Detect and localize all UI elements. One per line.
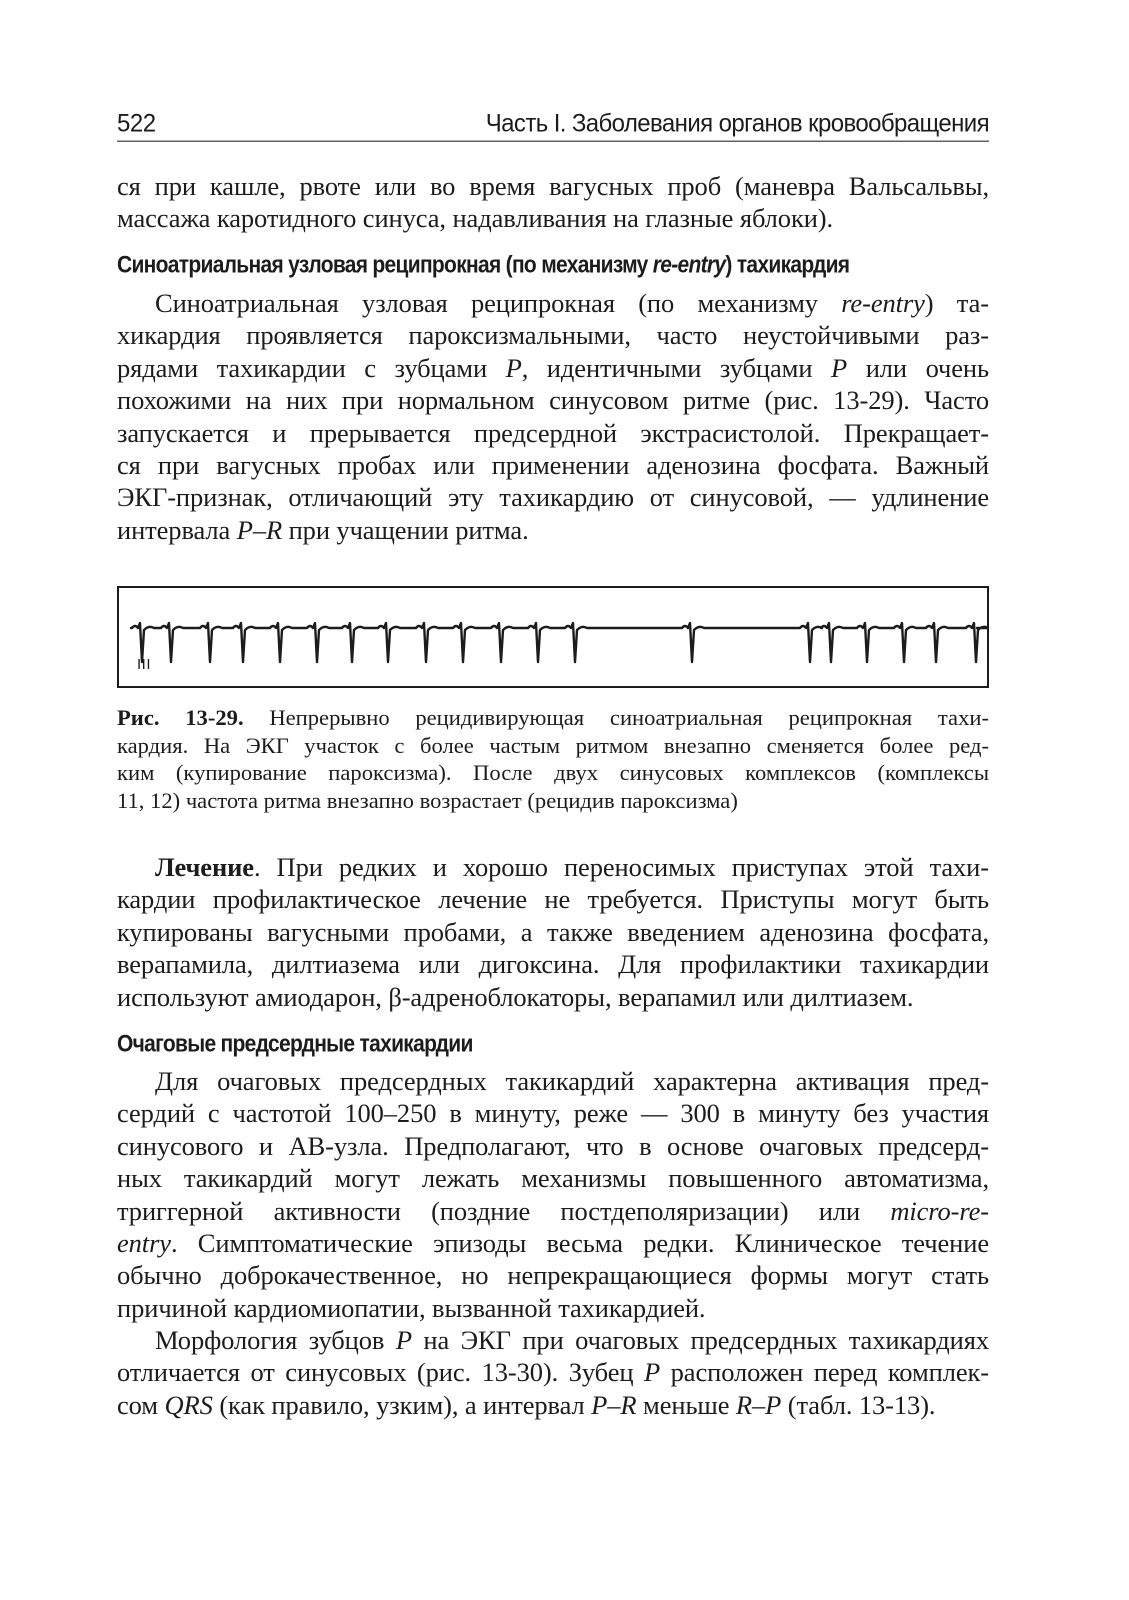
- text-line: запускается и прерывается предсердной экстрасистолой. Прекращает-: [117, 417, 989, 448]
- ecg-lead-label: III: [137, 656, 152, 673]
- caption-line: кардия. На ЭКГ участок с более частым ритмом внезапно сменяется более ред-: [117, 732, 989, 758]
- section-heading-sa-reentry: Синоатриальная узловая реципрокная (по механизму re-entry) тахикардия: [117, 252, 850, 279]
- text-line: Синоатриальная узловая реципрокная (по механизму re-entry) та-: [155, 288, 989, 318]
- text-line: причиной кардиомиопатии, вызванной тахикардией.: [117, 1292, 706, 1323]
- text-line: используют амиодарон, β-адреноблокаторы, верапамил или дилтиазем.: [117, 981, 914, 1012]
- caption-line: ким (купирование пароксизма). После двух синусовых комплексов (комплексы: [117, 760, 989, 785]
- text-line: интервала P–R при учащении ритма.: [117, 514, 529, 545]
- p-wave-morphology-paragraph: [117, 1324, 989, 1421]
- text-line: ЭКГ-признак, отличающий эту тахикардию от синусовой, — удлинение: [117, 482, 989, 513]
- text-line: сердий с частотой 100–250 в минуту, реже — 300 в минуту без участия: [117, 1098, 989, 1129]
- text-line: хикардия проявляется пароксизмальными, часто неустойчивыми раз-: [117, 320, 989, 351]
- text-line: ных такикардий могут лежать механизмы повышенного автоматизма,: [117, 1163, 989, 1194]
- text-line: синусового и АВ-узла. Предполагают, что в основе очаговых предсерд-: [117, 1130, 989, 1161]
- ecg-figure: [117, 586, 989, 688]
- running-head: [117, 105, 989, 141]
- text-line: entry. Симптоматические эпизоды весьма редки. Клиническое течение: [117, 1228, 989, 1259]
- section-heading-focal-atrial: Очаговые предсердные тахикардии: [117, 1031, 473, 1058]
- treatment-paragraph: [117, 851, 989, 1013]
- text-line: массажа каротидного синуса, надавливания на глазные яблоки).: [117, 203, 834, 234]
- text-line: Для очаговых предсердных такикардий характерна активация пред-: [155, 1066, 989, 1096]
- text-line: Морфология зубцов P на ЭКГ при очаговых предсердных тахикардиях: [155, 1325, 989, 1355]
- text-line: ся при вагусных пробах или применении аденозина фосфата. Важный: [117, 450, 989, 481]
- text-line: сом QRS (как правило, узким), а интервал P–R меньше R–P (табл. 13-13).: [117, 1389, 936, 1420]
- text-line: рядами тахикардии с зубцами P, идентичными зубцами P или очень: [117, 352, 989, 383]
- ecg-trace: [119, 588, 987, 686]
- page-number: 522: [117, 109, 156, 138]
- text-line: отличается от синусовых (рис. 13-30). Зубец P расположен перед комплек-: [117, 1357, 989, 1388]
- text-line: кардии профилактическое лечение не требуется. Приступы могут быть: [117, 884, 989, 915]
- chapter-title: Часть I. Заболевания органов кровообращения: [485, 109, 989, 138]
- text-line: верапамила, дилтиазема или дигоксина. Для профилактики тахикардии: [117, 949, 989, 980]
- treatment-run-in: Лечение: [155, 852, 254, 882]
- text-line: ся при кашле, рвоте или во время вагусных проб (маневра Вальсальвы,: [117, 171, 989, 201]
- text-line: Лечение. При редких и хорошо переносимых приступах этой тахи-: [155, 852, 989, 882]
- focal-atrial-paragraph: [117, 1065, 989, 1324]
- sa-reentry-paragraph: [117, 287, 989, 546]
- text-line: триггерной активности (поздние постдеполяризации) или micro-re-: [117, 1195, 989, 1226]
- figure-label: Рис. 13-29.: [117, 705, 244, 730]
- text-line: похожими на них при нормальном синусовом ритме (рис. 13-29). Часто: [117, 385, 989, 416]
- text-line: купированы вагусными пробами, а также введением аденозина фосфата,: [117, 916, 989, 947]
- text-line: обычно доброкачественное, но непрекращающиеся формы могут стать: [117, 1260, 989, 1291]
- caption-line: 11, 12) частота ритма внезапно возрастает (рецидив пароксизма): [117, 787, 738, 813]
- figure-caption: [117, 704, 989, 814]
- caption-line: Рис. 13-29. Непрерывно рецидивирующая синоатриальная реципрокная тахи-: [117, 705, 989, 730]
- continuation-paragraph: [117, 170, 989, 235]
